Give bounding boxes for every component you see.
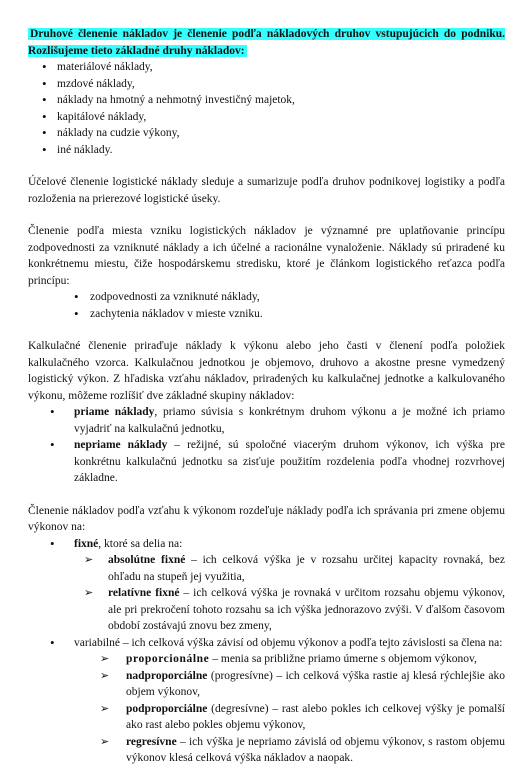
definition: – menia sa približne priamo úmerne s objemom výkonov, [209, 653, 477, 665]
list-item: • zodpovednosti za vzniknuté náklady, [28, 289, 505, 306]
definition: variabilné – ich celková výška závisí od objemu výkonov a podľa tejto závislosti sa člena na: [74, 636, 503, 649]
list-item-variabilne [28, 635, 505, 767]
list-item [28, 651, 505, 668]
paragraph-kalkulacne: Kalkulačné členenie priraďuje náklady k výkonu alebo jeho časti v členení podľa položiek kalkulačného vzorca. Kalkulačnou jednotkou je objemovo, druhovo a akostne presne vymedzený logistický výkon. Z hľadiska vzťahu nákladov, priradených ku kalkulačnej jednotke a kalkulovaného výkonu, môžeme rozlíšiť dve základné skupiny nákladov: [28, 340, 505, 402]
list-item [28, 585, 505, 635]
list-item: • iné náklady. [28, 142, 505, 159]
term: fixné [74, 537, 99, 550]
definition: – ich celková výška je rovnaká v určitom rozsahu objemu výkonov, ale pri prekročení tohoto rozsahu sa ich výška jednorazovo zvýši. V ďalšom časovom období zostávajú znovu bez zmeny, [108, 587, 505, 632]
list-item [28, 437, 505, 487]
definition: – režijné, sú spoločné viacerým druhom výkonov, ich výška pre konkrétnu kalkulačnú jednotku sa zisťuje použitím rozdelenia podľa vhodnej rozvrhovej základne. [74, 439, 505, 484]
list-item [28, 701, 505, 734]
term: podproporciálne [126, 702, 208, 715]
principle-list [28, 289, 505, 322]
list-item: • mzdové náklady, [28, 76, 505, 93]
definition: – ich celková výška je v rozsahu určitej kapacity rovnaká, bez ohľadu na stupeň jej využitia, [108, 554, 505, 583]
list-item: • náklady na cudzie výkony, [28, 125, 505, 142]
cost-types-list [28, 59, 505, 158]
term: nepriame náklady [74, 439, 168, 451]
term: relatívne fixné [108, 587, 180, 599]
list-item [28, 552, 505, 585]
paragraph-miesto: Členenie podľa miesta vzniku logistických nákladov je významné pre uplatňovanie princípu zodpovednosti za vzniknuté náklady a ich účelné a racionálne vynaloženie. Náklady sú priradené ku konkrétnemu miestu, čiže hospodárskemu stredisku, ktoré je článkom logistického reťazca podľa princípu: [28, 225, 505, 287]
term: absolútne fixné [108, 554, 186, 566]
definition: , priamo súvisia s konkrétnym druhom výkonu a je možné ich priamo vyjadriť na kalkulačnú jednotku, [74, 406, 505, 435]
definition: (degresívne) – rast alebo pokles ich celkovej výšky je pomalší ako rast alebo pokles objemu výkonov, [126, 702, 505, 731]
paragraph-vztah: Členenie nákladov podľa vzťahu k výkonom rozdeľuje náklady podľa ich správania pri zmene objemu výkonov na: [28, 504, 505, 533]
term: regresívne [126, 735, 177, 748]
list-item [28, 404, 505, 437]
highlighted-heading: Druhové členenie nákladov je členenie podľa nákladových druhov vstupujúcich do podniku. Rozlišujeme tieto základné druhy nákladov: [28, 28, 505, 57]
paragraph-ucelove: Účelové členenie logistické náklady sleduje a sumarizuje podľa druhov podnikovej logistiky a podľa rozloženia na prierezové logistické úseky. [28, 176, 505, 205]
direct-indirect-list [28, 404, 505, 487]
intro-heading [28, 26, 505, 59]
list-item: • náklady na hmotný a nehmotný investičný majetok, [28, 92, 505, 109]
term: nadproporciálne [126, 669, 208, 682]
definition: (progresívne) – ich celková výška rastie aj klesá rýchlejšie ako objem výkonov, [126, 669, 505, 698]
term: priame náklady [74, 406, 155, 418]
definition: – ich výška je nepriamo závislá od objemu výkonov, s rastom objemu výkonov klesá celková výška nákladov a naopak. [126, 735, 505, 764]
list-item [28, 734, 505, 767]
behavior-list [28, 536, 505, 767]
list-item: • kapitálové náklady, [28, 109, 505, 126]
definition: , ktoré sa delia na: [98, 537, 183, 550]
list-item-fixne [28, 536, 505, 635]
variable-subtypes-list [74, 651, 505, 767]
list-item: • zachytenia nákladov v mieste vzniku. [28, 306, 505, 323]
fixed-subtypes-list [74, 552, 505, 635]
term: proporcionálne [126, 653, 210, 665]
list-item: • materiálové náklady, [28, 59, 505, 76]
list-item [28, 668, 505, 701]
